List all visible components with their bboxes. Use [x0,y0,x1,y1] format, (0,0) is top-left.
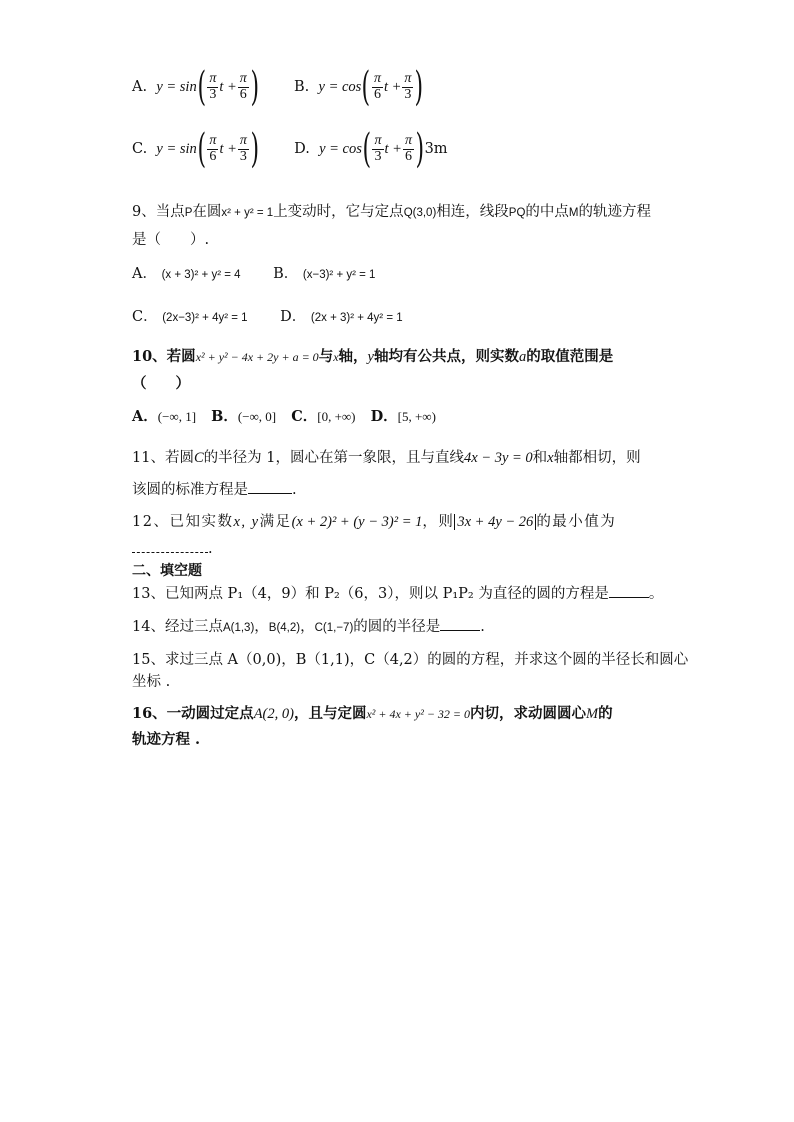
q16-point-m: M [586,706,599,722]
q16-text: ，且与定圆 [293,705,367,722]
q10-var-a: a [518,349,527,365]
frac-num: π [209,132,217,148]
q10-var-y: y [367,349,374,365]
q10-circle-eq: x² + y² − 4x + 2y + a = 0 [195,350,319,364]
q10-text: 轴均有公共点，则实数 [373,348,519,365]
q9-point-m: M [568,207,579,219]
q14-point-a: A(1,3) [222,622,255,634]
option-label: D. [294,141,310,157]
q9-stem-line-1 [132,200,651,221]
frac-den: 3 [374,148,382,164]
q8-options-row-1 [132,64,424,110]
q9-text: 在圆 [192,204,222,220]
option-var: t + [219,141,237,157]
option-lhs: y = sin [156,79,197,95]
frac-den: 3 [404,86,412,102]
frac-den: 6 [209,148,217,164]
frac-den: 3 [209,86,217,102]
q10-text: 10、若圆 [132,348,196,365]
q10-option-b: (−∞, 0] [237,409,277,424]
q8-option-b: B. y = cos( $\frac{\pi}{6}$ t + $\frac{\pi}{3}$ ) [294,64,424,110]
q12-vars: x, y [233,514,260,530]
q8-options-row-2 [132,126,448,172]
q10-text: 与 [318,348,334,365]
q14-text: ， [300,619,315,635]
frac-den: 3 [239,148,247,164]
q9-text: 相连，线段 [436,204,509,220]
q15-stem-line-1: 15、求过三点 A（0,0)，B（1,1)，C（4,2）的圆的方程，并求这个圆的半径长和圆心 [132,652,689,668]
option-label: A． [132,266,157,282]
q16-stem-line-2: 轨迹方程 . [132,731,201,748]
q9-text: 的轨迹方程 [578,204,651,220]
q10-options [132,405,436,426]
q8-option-a: A. y = sin( $\frac{\pi}{3}$ t + $\frac{\pi}{6}$ ) [132,64,259,110]
option-var: t + [383,79,402,95]
q14-stem [132,615,485,636]
q14-point-c: C(1,−7) [314,622,354,634]
q14-text: 的圆的半径是 [353,619,441,635]
q13-stem [132,582,663,603]
frac-num: π [373,70,381,86]
answer-blank[interactable] [440,616,480,631]
option-label: B. [294,79,310,95]
q12-stem-line-2 [132,538,213,557]
option-label: C. [132,141,148,157]
q16-circle-eq: x² + 4x + y² − 32 = 0 [366,707,471,721]
q9-option-b: (x−3)² + y² = 1 [302,269,376,281]
q10-answer-paren: （ ） [132,375,190,392]
q9-text: 是（ ）. [132,232,210,248]
q11-line-eq: 4x − 3y = 0 [463,450,533,466]
q9-options-row-1 [132,262,375,283]
answer-blank[interactable] [609,583,649,598]
q11-text: 和 [532,450,548,466]
frac-num: π [404,70,412,86]
q11-var-x: x [547,450,554,466]
q16-text: 内切，求动圆圆心 [470,705,587,722]
option-label: D． [280,309,307,325]
q9-stem-line-2 [132,228,209,249]
q12-circle-eq: (x + 2)² + (y − 3)² = 1 [291,514,423,530]
frac-den: 6 [239,86,247,102]
option-var: t + [219,79,237,95]
answer-blank[interactable] [248,479,292,494]
q10-text: 的取值范围是 [526,348,614,365]
option-suffix: 3m [424,141,448,157]
q9-point-q: Q(3,0) [403,207,437,219]
q13-text: 。 [648,586,664,602]
q14-text: . [480,619,485,635]
q11-text: 该圆的标准方程是 [132,482,248,498]
q9-option-c: (2x−3)² + 4y² = 1 [162,312,248,324]
q10-text: 轴， [338,348,368,365]
q12-text: 12、已知实数 [132,514,234,530]
option-label: C． [132,309,158,325]
q13-text: 13、已知两点 P₁（4，9）和 P₂（6，3），则以 P₁P₂ 为直径的圆的方程是 [132,586,609,602]
q9-segment: PQ [508,207,526,219]
frac-num: π [404,132,412,148]
q9-text: 9、当点 [132,204,185,220]
frac-num: π [209,70,217,86]
q11-stem-line-1 [132,446,641,467]
q11-circle-c: C [193,450,204,466]
q12-text: 的最小值为 [536,514,617,530]
q12-text: 满足 [259,514,292,530]
q10-option-c: [0, +∞) [317,409,356,424]
q14-point-b: B(4,2) [268,622,301,634]
frac-den: 6 [404,148,412,164]
q9-options-row-2 [132,305,403,326]
q16-text: 16、一动圆过定点 [132,705,254,722]
q14-text: 14、经过三点 [132,619,223,635]
option-label: B． [273,266,299,282]
q12-text: ，则 [422,514,455,530]
option-lhs: y = sin [156,141,197,157]
q9-option-d: (2x + 3)² + 4y² = 1 [310,312,403,324]
q16-stem-line-1 [132,702,613,723]
q9-circle-eq: x² + y² = 1 [221,207,274,219]
frac-den: 6 [373,86,381,102]
q8-option-d: D. y = cos( $\frac{\pi}{3}$ t + $\frac{\pi}{6}$ )3m [294,126,448,172]
option-label: A. [132,79,148,95]
option-label: C． [291,408,318,425]
q9-option-a: (x + 3)² + y² = 4 [161,269,241,281]
frac-num: π [374,132,382,148]
frac-num: π [239,132,247,148]
q8-option-c: C. y = sin( $\frac{\pi}{6}$ t + $\frac{\pi}{3}$ ) [132,126,260,172]
option-label: D． [370,408,398,425]
q12-text: . [208,541,213,557]
q16-text: 的 [598,705,613,722]
option-label: A． [132,408,158,425]
option-var: t + [384,141,402,157]
q10-option-d: [5, +∞) [397,409,436,424]
q11-text: . [292,482,297,498]
q10-stem-line-2 [132,372,190,393]
section-title: 二、填空题 [132,563,202,579]
q16-point-a: A(2, 0) [253,706,294,722]
q9-text: 上变动时，它与定点 [273,204,404,220]
option-lhs: y = cos [318,79,362,95]
q10-option-a: (−∞, 1] [157,409,197,424]
q14-text: ， [254,619,269,635]
q9-point-p: P [184,207,193,219]
q10-var-x: x [333,350,339,364]
option-lhs: y = cos [319,141,362,157]
q15-stem-line-2: 坐标 . [132,674,171,690]
q11-text: 的半径为 1，圆心在第一象限，且与直线 [203,450,464,466]
q11-text: 11、若圆 [132,450,194,466]
q11-text: 轴都相切，则 [553,450,641,466]
answer-blank[interactable] [132,538,208,553]
q12-stem-line-1 [132,510,616,531]
frac-num: π [239,70,247,86]
q12-abs-expr: 3x + 4y − 26 [454,514,536,530]
q11-stem-line-2 [132,478,297,499]
option-label: B． [211,408,238,425]
q9-text: 的中点 [525,204,569,220]
q10-stem-line-1 [132,345,613,366]
